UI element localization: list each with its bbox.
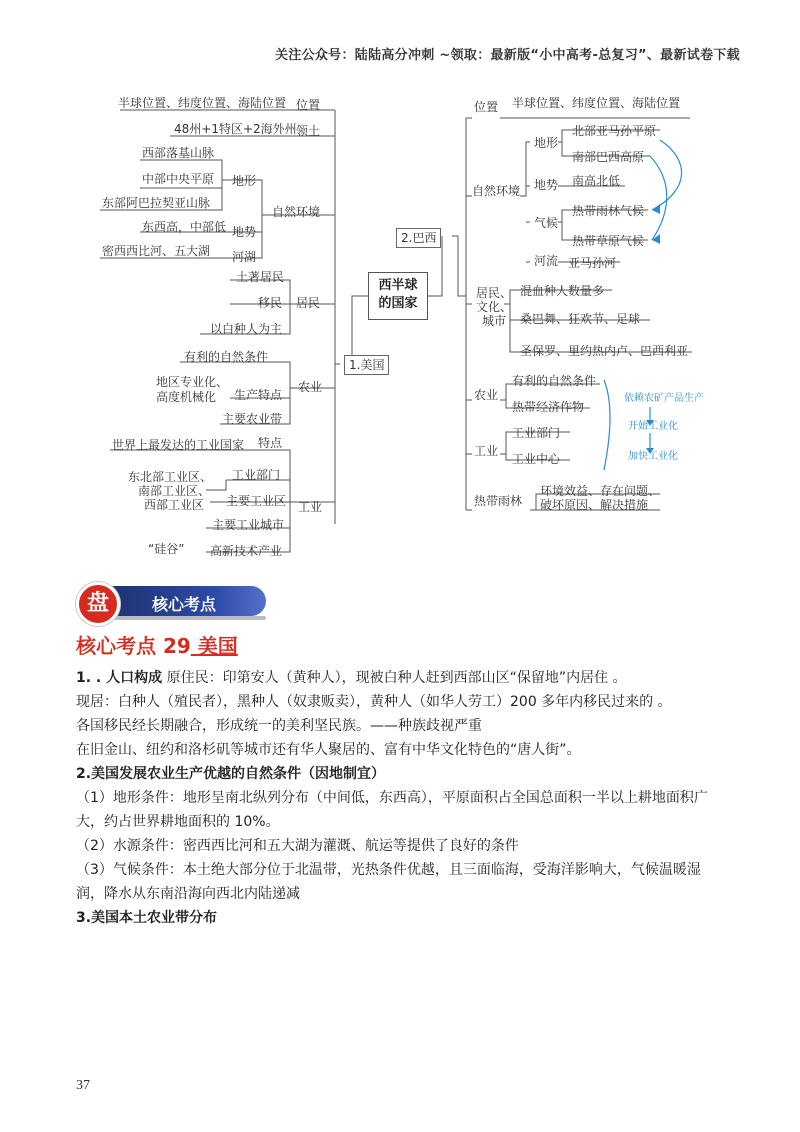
usa-agri-feature-line: 高度机械化 [156,390,217,404]
brazil-industry-item: 工业部门 [512,426,561,440]
paragraph-heading: 1. . 人口构成 [76,670,163,686]
subheading [76,906,726,930]
usa-node: 1.美国 [344,355,389,375]
brazil-industry-label: 工业 [474,444,499,458]
usa-industry-feature: 特点 [258,436,283,450]
usa-industry-sectors: 工业部门 [232,468,281,482]
paragraph [76,666,726,690]
usa-terrain-item: 西部落基山脉 [142,146,215,160]
page-header: 关注公众号：陆陆高分冲刺 ~领取：最新版“小中高考-总复习”、最新试卷下载 [274,48,740,63]
brazil-position-label: 位置 [474,100,499,114]
paragraph-text: 原住民：印第安人（黄种人），现被白种人赶到西部山区“保留地”内居住 。 [162,670,627,686]
usa-region-line: 东北部工业区、 [128,470,213,484]
usa-agri-item: 有利的自然条件 [184,350,269,364]
brazil-agri-item: 热带经济作物 [512,400,585,414]
section-title-main-text: 美国 [197,634,238,658]
usa-hitech-detail: “硅谷” [148,542,185,556]
brazil-agri-label: 农业 [474,388,499,402]
usa-relief-label: 地势 [232,225,257,239]
paragraph: 在旧金山、纽约和洛杉矶等城市还有华人聚居的、富有中华文化特色的“唐人街”。 [76,742,581,758]
brazil-resident-item: 桑巴舞、狂欢节、足球 [520,312,641,326]
brazil-flow-step: 开始工业化 [628,421,678,432]
brazil-position-detail: 半球位置、纬度位置、海陆位置 [512,96,681,110]
usa-residents-label: 居民 [296,296,321,310]
paragraph: （2）水源条件：密西西比河和五大湖为灌溉、航运等提供了良好的条件 [76,838,519,854]
brazil-terrain-label: 地形 [534,136,559,150]
subheading-text: 2.美国发展农业生产优越的自然条件（因地制宜） [76,766,386,782]
section-title-main [191,634,238,658]
usa-industry-hitech: 高新技术产业 [210,544,283,558]
brazil-river-label: 河流 [534,254,559,268]
brazil-rainforest-line: 环境效益、存在问题、 [540,484,661,498]
brazil-rainforest-label: 热带雨林 [474,494,523,508]
brazil-industry-item: 工业中心 [512,452,561,466]
section-banner [76,582,266,620]
usa-industry-feature-detail: 世界上最发达的工业国家 [112,438,245,452]
banner-title: 核心考点 [152,595,217,614]
usa-agri-item: 生产特点 [234,388,283,402]
usa-agri-item: 主要农业带 [222,412,283,426]
brazil-climate-label: 气候 [534,216,559,230]
brazil-relief-item: 南高北低 [572,174,621,188]
usa-territory-detail: 48州+1特区+2海外州 [174,122,297,136]
subheading [76,762,726,786]
brazil-terrain-item: 北部亚马孙平原 [572,124,657,138]
usa-agri-label: 农业 [298,380,323,394]
brazil-terrain-item: 南部巴西高原 [572,150,645,164]
usa-region-line: 西部工业区 [144,498,205,512]
brazil-river-item: 亚马孙河 [568,256,617,270]
brazil-node: 2.巴西 [396,228,441,248]
brazil-residents-line: 文化、 [476,300,513,314]
brazil-residents-label [476,286,512,328]
section-title-prefix: 核心考点 29 [76,634,191,658]
paragraph: 各国移民经长期融合，形成统一的美利坚民族。——种族歧视严重 [76,718,482,734]
brazil-nature-label: 自然环境 [472,184,521,198]
brazil-climate-item: 热带雨林气候 [572,204,645,218]
brazil-flow-step: 加快工业化 [628,451,678,462]
usa-resident-item: 移民 [258,296,283,310]
usa-industry-label: 工业 [298,500,323,514]
content-body [76,666,726,930]
usa-territory-label: 领土 [296,124,321,138]
brazil-resident-item: 圣保罗、里约热内卢、巴西利亚 [520,344,689,358]
subheading-text: 3.美国本土农业带分布 [76,910,218,926]
brazil-rainforest-line: 破坏原因、解决措施 [540,498,649,512]
brazil-residents-line: 居民、 [476,286,513,300]
usa-rivers-label: 河湖 [232,250,257,264]
usa-position-detail: 半球位置、纬度位置、海陆位置 [118,96,287,110]
page-number: 37 [76,1078,90,1093]
brazil-flow-step: 依赖农矿产品生产 [624,393,704,404]
brazil-resident-item: 混血种人数量多 [520,284,605,298]
paragraph: （3）气候条件：本土绝大部分位于北温带，光热条件优越，且三面临海，受海洋影响大，气候温暖湿润，降水从东南沿海向西北内陆递减 [76,862,701,902]
paragraph: （1）地形条件：地形呈南北纵列分布（中间低，东西高），平原面积占全国总面积一半以上耕地面积广大，约占世界耕地面积的 10%。 [76,790,708,830]
brazil-agri-item: 有利的自然条件 [512,374,597,388]
usa-relief-item: 东西高，中部低 [142,220,227,234]
brazil-residents-line: 城市 [482,314,507,328]
brazil-relief-label: 地势 [534,178,559,192]
banner-icon: 盘 [76,582,120,626]
usa-nature-label: 自然环境 [272,205,321,219]
center-line-2: 的国家 [378,296,418,311]
usa-resident-item: 以白种人为主 [210,322,283,336]
usa-region-line: 南部工业区、 [138,484,211,498]
usa-industry-regions: 主要工业区 [226,494,287,508]
paragraph: 现居：白种人（殖民者），黑种人（奴隶贩卖），黄种人（如华人劳工）200 多年内移民过来的 。 [76,694,672,710]
usa-resident-item: 土著居民 [236,270,285,284]
usa-terrain-item: 东部阿巴拉契亚山脉 [102,196,211,210]
usa-rivers-item: 密西西比河、五大湖 [102,244,211,258]
brazil-climate-item: 热带草原气候 [572,234,645,248]
usa-terrain-item: 中部中央平原 [142,172,215,186]
section-title [76,630,238,659]
usa-industry-cities: 主要工业城市 [212,518,285,532]
usa-position-label: 位置 [296,98,321,112]
usa-terrain-label: 地形 [232,174,257,188]
center-line-1: 西半球 [378,278,418,293]
mind-map-center [368,272,428,320]
usa-agri-feature-line: 地区专业化、 [156,375,229,389]
